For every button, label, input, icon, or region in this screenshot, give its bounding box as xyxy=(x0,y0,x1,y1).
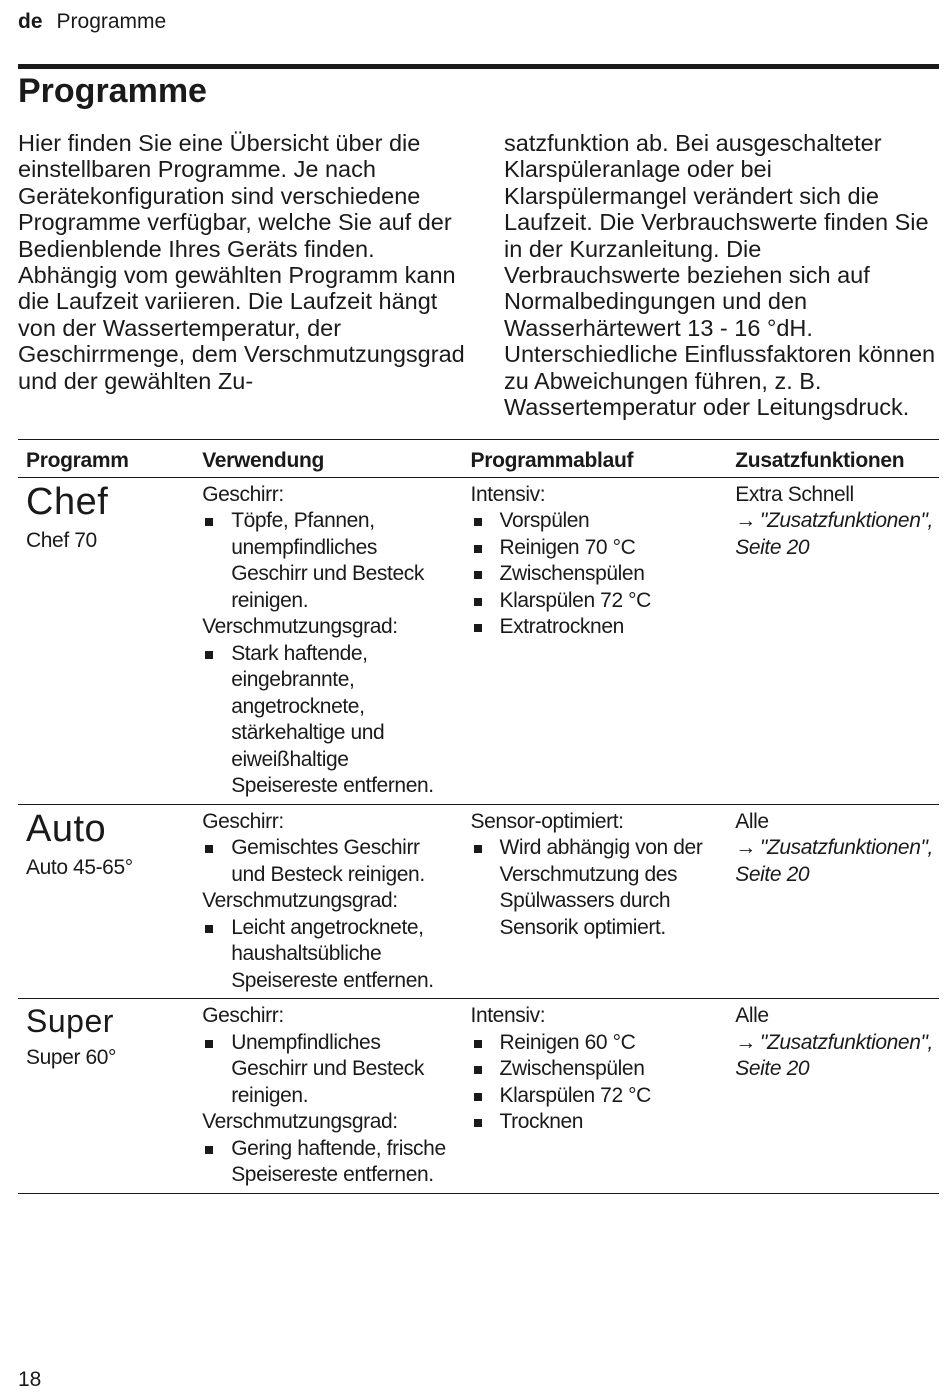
list-item: Klarspülen 72 °C xyxy=(471,588,722,615)
usage-label: Geschirr: xyxy=(202,1004,284,1027)
table-row xyxy=(18,477,939,804)
list-item: Reinigen 60 °C xyxy=(471,1030,722,1057)
list-item: Wird abhängig von der Verschmutzung des Spülwassers durch Sensorik optimiert. xyxy=(471,835,722,941)
usage-list xyxy=(202,835,456,888)
list-item: Zwischenspülen xyxy=(471,561,722,588)
soil-label: Verschmutzungsgrad: xyxy=(202,889,398,912)
intro-paragraph-3: satzfunktion ab. Bei ausgeschalteter Klarspüleranlage oder bei Klarspülermangel verändert sich die Laufzeit. Die Verbrauchswerte finden Sie in der Kurzanleitung. Die Verbrauchswerte beziehen sich auf Normalbedingungen und den Wasserhärtewert 13 - 16 °dH. Unterschiedliche Einflussfaktoren können zu Abweichungen führen, z. B. Wassertemperatur oder Leitungsdruck. xyxy=(504,130,936,421)
extras-cell xyxy=(727,999,939,1194)
header-programmablauf: Programmablauf xyxy=(463,440,728,478)
usage-cell xyxy=(194,477,462,804)
flow-list xyxy=(471,508,722,641)
arrow-right-icon: → xyxy=(735,509,756,532)
usage-list xyxy=(202,508,456,614)
soil-list xyxy=(202,641,456,800)
list-item: Trocknen xyxy=(471,1109,722,1136)
program-name: Chef xyxy=(26,480,109,523)
intro-column-right xyxy=(504,130,944,420)
list-item: Leicht angetrocknete, haushaltsübliche Speisereste entfernen. xyxy=(202,915,456,995)
usage-list xyxy=(202,1030,456,1110)
arrow-right-icon: → xyxy=(735,836,756,859)
running-header xyxy=(18,10,166,34)
flow-cell xyxy=(463,999,728,1194)
usage-label: Geschirr: xyxy=(202,809,284,833)
soil-list xyxy=(202,915,456,995)
table-header-row xyxy=(18,440,939,478)
header-verwendung: Verwendung xyxy=(194,440,462,478)
extras-cell xyxy=(727,804,939,999)
page-number: 18 xyxy=(18,1368,42,1391)
extras-cell xyxy=(727,477,939,804)
flow-list xyxy=(471,1030,722,1136)
extras-value: Alle xyxy=(735,1004,769,1027)
header-rule xyxy=(18,64,939,69)
cross-reference-link[interactable]: "Zusatzfunktionen", Seite 20 xyxy=(735,509,933,559)
list-item: Reinigen 70 °C xyxy=(471,535,722,562)
program-name: Auto xyxy=(26,807,107,850)
list-item: Gemischtes Geschirr und Besteck reinigen. xyxy=(202,835,456,888)
list-item: Gering haftende, frische Speisereste entfernen. xyxy=(202,1136,456,1189)
arrow-right-icon: → xyxy=(735,1030,756,1054)
page-title: Programme xyxy=(18,72,207,110)
program-variant: Auto 45-65° xyxy=(26,855,133,879)
intro-paragraph-2: Abhängig vom gewählten Programm kann die Laufzeit variieren. Die Laufzeit hängt von der Wassertemperatur, der Geschirrmenge, dem Verschmutzungsgrad und der gewählten Zu- xyxy=(18,262,465,394)
program-variant: Super 60° xyxy=(26,1046,117,1069)
list-item: Extratrocknen xyxy=(471,614,722,641)
header-programm: Programm xyxy=(18,440,194,478)
intro-column-left xyxy=(18,130,470,394)
list-item: Unempfindliches Geschirr und Besteck reinigen. xyxy=(202,1030,456,1110)
soil-list xyxy=(202,1136,456,1189)
language-code: de xyxy=(18,10,43,33)
program-name: Super xyxy=(26,1003,114,1039)
program-cell xyxy=(18,999,194,1194)
programs-table xyxy=(18,439,939,1194)
extras-value: Extra Schnell xyxy=(735,482,854,506)
list-item: Vorspülen xyxy=(471,508,722,535)
flow-cell xyxy=(463,804,728,999)
list-item: Stark haftende, eingebrannte, angetrocknete, stärkehaltige und eiweißhaltige Speisereste entfernen. xyxy=(202,641,456,800)
usage-cell xyxy=(194,804,462,999)
extras-value: Alle xyxy=(735,809,769,833)
program-variant: Chef 70 xyxy=(26,528,97,552)
table-row xyxy=(18,804,939,999)
cross-reference-link[interactable]: "Zusatzfunktionen", Seite 20 xyxy=(735,1030,933,1080)
list-item: Zwischenspülen xyxy=(471,1056,722,1083)
usage-cell xyxy=(194,999,462,1194)
list-item: Töpfe, Pfannen, unempfindliches Geschirr und Besteck reinigen. xyxy=(202,508,456,614)
cross-reference-link[interactable]: "Zusatzfunktionen", Seite 20 xyxy=(735,836,933,886)
soil-label: Verschmutzungsgrad: xyxy=(202,615,398,638)
flow-label: Sensor-optimiert: xyxy=(470,809,624,833)
table-row xyxy=(18,999,939,1194)
flow-label: Intensiv: xyxy=(470,1004,546,1027)
intro-paragraph-1: Hier finden Sie eine Übersicht über die einstellbaren Programme. Je nach Gerätekonfiguration sind verschiedene Programme verfügbar, welche Sie auf der Bedienblende Ihres Geräts finden. xyxy=(18,130,452,262)
header-zusatzfunktionen: Zusatzfunktionen xyxy=(727,440,939,478)
flow-label: Intensiv: xyxy=(470,482,546,506)
section-name: Programme xyxy=(56,10,167,33)
soil-label: Verschmutzungsgrad: xyxy=(202,1110,398,1133)
program-cell xyxy=(18,477,194,804)
program-cell xyxy=(18,804,194,999)
flow-list xyxy=(471,835,722,941)
usage-label: Geschirr: xyxy=(202,482,284,506)
list-item: Klarspülen 72 °C xyxy=(471,1083,722,1110)
flow-cell xyxy=(463,477,728,804)
